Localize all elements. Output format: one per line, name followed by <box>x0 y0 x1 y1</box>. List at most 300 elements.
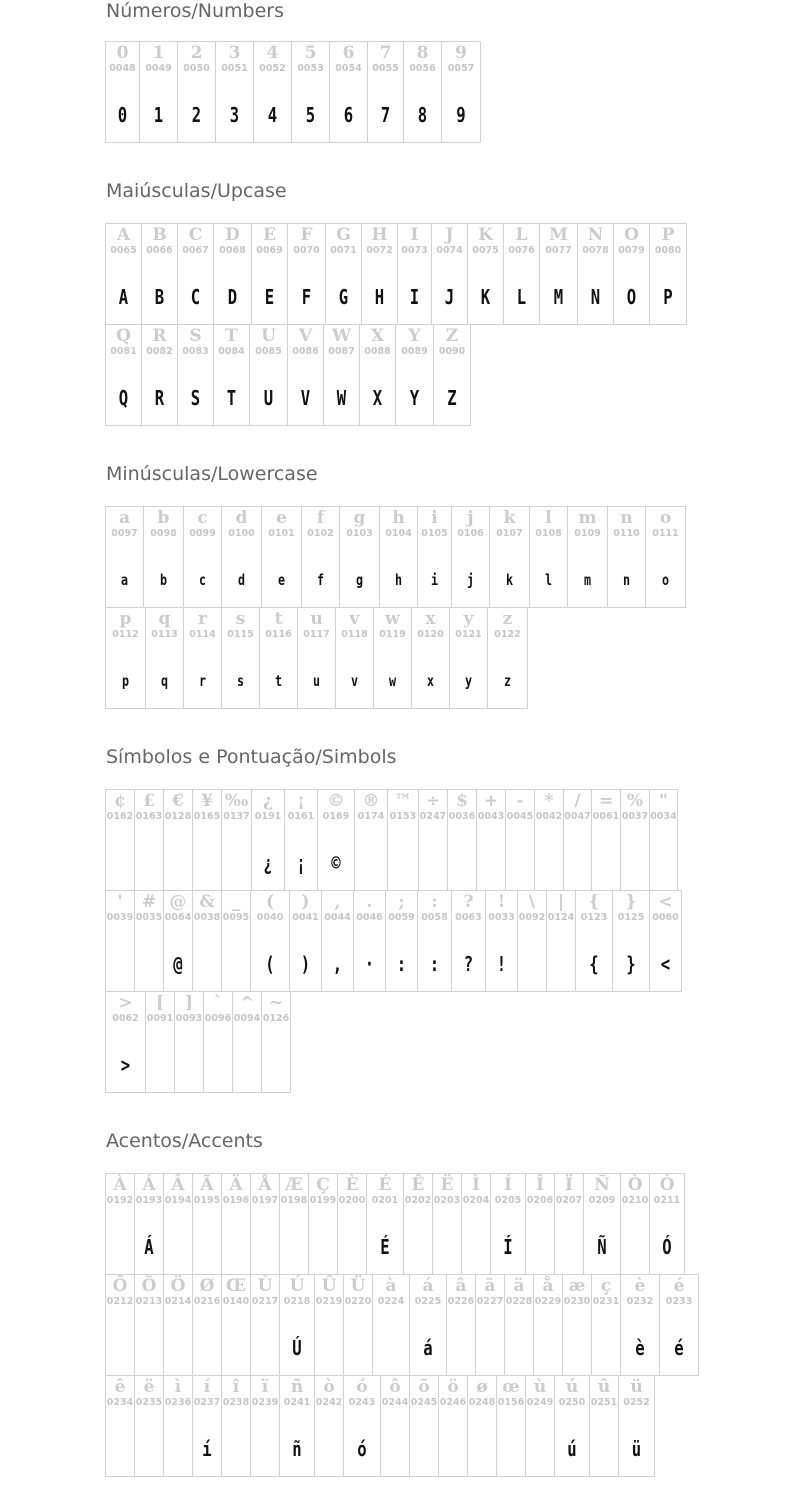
glyph-cell-0113[interactable] <box>146 608 184 709</box>
font-glyph-preview: 2 <box>191 103 202 127</box>
glyph-cell-0245[interactable] <box>410 1376 439 1477</box>
glyph-cell-0039[interactable] <box>106 891 135 992</box>
glyph-cell-0128[interactable] <box>164 790 193 891</box>
glyph-cell-0041[interactable] <box>290 891 322 992</box>
glyph-cell-0112[interactable] <box>106 608 146 709</box>
glyph-cell-0163[interactable] <box>135 790 164 891</box>
glyph-cell-0108[interactable] <box>530 507 568 608</box>
char-code: 0225 <box>414 1296 442 1307</box>
char-label: Ì <box>472 1175 480 1195</box>
glyph-cell-0047[interactable] <box>564 790 592 891</box>
glyph-cell-0199[interactable] <box>309 1174 338 1275</box>
glyph-cell-0093[interactable] <box>175 992 204 1093</box>
char-label: x <box>425 609 436 629</box>
font-glyph-preview: í <box>202 1437 212 1461</box>
char-label: 8 <box>416 43 429 63</box>
font-glyph-preview <box>225 949 247 979</box>
glyph-cell-0055[interactable] <box>368 42 404 143</box>
glyph-cell-0073[interactable] <box>398 224 432 325</box>
glyph-cell-0224[interactable] <box>373 1275 410 1376</box>
char-code: 0206 <box>526 1195 554 1206</box>
char-code: 0043 <box>477 811 505 822</box>
font-glyph-preview <box>566 1333 588 1363</box>
glyph-cell-0196[interactable] <box>222 1174 251 1275</box>
glyph-cell-0243[interactable] <box>344 1376 381 1477</box>
glyph-cell-0246[interactable] <box>439 1376 468 1477</box>
glyph-cell-0044[interactable] <box>322 891 354 992</box>
font-glyph-preview <box>109 1333 131 1363</box>
font-glyph-preview: W <box>336 386 347 410</box>
char-label: Ñ <box>594 1175 610 1195</box>
glyph-cell-0051[interactable] <box>216 42 254 143</box>
glyph-cell-0162[interactable] <box>106 790 135 891</box>
font-glyph-preview <box>624 1232 646 1262</box>
glyph-cell-0195[interactable] <box>193 1174 222 1275</box>
glyph-cell-0115[interactable] <box>222 608 260 709</box>
glyph-cell-0053[interactable] <box>292 42 330 143</box>
glyph-cell-0114[interactable] <box>184 608 222 709</box>
char-code: 0111 <box>652 528 679 539</box>
glyph-cell-0064[interactable] <box>164 891 193 992</box>
glyph-cell-0206[interactable] <box>526 1174 555 1275</box>
glyph-cell-0241[interactable] <box>280 1376 315 1477</box>
char-code: 0094 <box>233 1013 261 1024</box>
glyph-cell-0232[interactable] <box>621 1275 660 1376</box>
font-glyph-preview: G <box>338 285 349 309</box>
char-code: 0082 <box>146 346 173 357</box>
font-glyph-preview: Ñ <box>597 1235 607 1259</box>
glyph-cell-0140[interactable] <box>222 1275 251 1376</box>
glyph-cell-0219[interactable] <box>315 1275 344 1376</box>
char-code: 0192 <box>106 1195 134 1206</box>
glyph-cell-0193[interactable] <box>135 1174 164 1275</box>
glyph-cell-0201[interactable] <box>367 1174 404 1275</box>
glyph-cell-0211[interactable] <box>650 1174 685 1275</box>
glyph-cell-0104[interactable] <box>380 507 418 608</box>
char-code: 0105 <box>421 528 448 539</box>
font-glyph-preview: d <box>237 571 246 589</box>
font-glyph-preview: y <box>464 672 473 690</box>
font-glyph-preview <box>138 1333 160 1363</box>
char-label: Ê <box>411 1175 425 1195</box>
glyph-cell-0103[interactable] <box>340 507 380 608</box>
char-code: 0099 <box>189 528 216 539</box>
char-code: 0083 <box>182 346 209 357</box>
font-glyph-preview: V <box>300 386 311 410</box>
glyph-cell-0069[interactable] <box>252 224 288 325</box>
char-code: 0251 <box>590 1397 618 1408</box>
char-code: 0203 <box>433 1195 461 1206</box>
char-label: _ <box>231 892 241 912</box>
char-label: Ç <box>316 1175 330 1195</box>
glyph-cell-0116[interactable] <box>260 608 298 709</box>
glyph-cell-0126[interactable] <box>262 992 291 1093</box>
font-glyph-preview: B <box>154 285 165 309</box>
glyph-cell-0122[interactable] <box>488 608 528 709</box>
char-code: 0230 <box>563 1296 591 1307</box>
glyph-cell-0061[interactable] <box>592 790 621 891</box>
glyph-cell-0203[interactable] <box>433 1174 462 1275</box>
glyph-cell-0036[interactable] <box>448 790 477 891</box>
glyph-cell-0046[interactable] <box>354 891 386 992</box>
glyph-cell-0204[interactable] <box>462 1174 491 1275</box>
glyph-cell-0035[interactable] <box>135 891 164 992</box>
glyph-cell-0200[interactable] <box>338 1174 367 1275</box>
char-code: 0216 <box>193 1296 221 1307</box>
char-code: 0053 <box>297 63 324 74</box>
glyph-cell-0117[interactable] <box>298 608 336 709</box>
glyph-cell-0049[interactable] <box>140 42 178 143</box>
font-glyph-preview <box>442 1434 464 1464</box>
glyph-cell-0109[interactable] <box>568 507 608 608</box>
char-code: 0056 <box>409 63 436 74</box>
char-label: ñ <box>290 1377 304 1397</box>
glyph-cell-0078[interactable] <box>578 224 614 325</box>
glyph-cell-0066[interactable] <box>142 224 178 325</box>
font-glyph-preview: 4 <box>267 103 278 127</box>
glyph-cell-0086[interactable] <box>288 325 324 426</box>
glyph-cell-0042[interactable] <box>535 790 564 891</box>
glyph-cell-0097[interactable] <box>106 507 144 608</box>
font-glyph-preview: K <box>480 285 491 309</box>
glyph-cell-0092[interactable] <box>518 891 547 992</box>
glyph-cell-0084[interactable] <box>214 325 250 426</box>
char-code: 0069 <box>256 245 283 256</box>
glyph-cell-0062[interactable] <box>106 992 146 1093</box>
glyph-cell-0037[interactable] <box>621 790 650 891</box>
glyph-cell-0065[interactable] <box>106 224 142 325</box>
glyph-cell-0052[interactable] <box>254 42 292 143</box>
char-label: | <box>557 892 565 912</box>
glyph-cell-0169[interactable] <box>318 790 355 891</box>
char-label: W <box>331 326 352 346</box>
glyph-cell-0110[interactable] <box>608 507 646 608</box>
glyph-cell-0191[interactable] <box>252 790 285 891</box>
glyph-cell-0202[interactable] <box>404 1174 433 1275</box>
glyph-cell-0090[interactable] <box>434 325 471 426</box>
char-code: 0191 <box>254 811 282 822</box>
char-label: @ <box>169 892 187 912</box>
font-glyph-preview: c <box>198 571 207 589</box>
char-code: 0065 <box>110 245 137 256</box>
glyph-cell-0125[interactable] <box>613 891 650 992</box>
glyph-cell-0067[interactable] <box>178 224 214 325</box>
font-glyph-preview: m <box>583 571 592 589</box>
char-code: 0224 <box>377 1296 405 1307</box>
glyph-cell-0249[interactable] <box>526 1376 555 1477</box>
font-glyph-preview: ( <box>265 952 275 976</box>
char-label: 3 <box>228 43 241 63</box>
char-label: j <box>467 508 474 528</box>
font-glyph-preview <box>450 1333 472 1363</box>
glyph-cell-0102[interactable] <box>302 507 340 608</box>
glyph-cell-0079[interactable] <box>614 224 650 325</box>
char-code: 0114 <box>189 629 216 640</box>
glyph-cell-0216[interactable] <box>193 1275 222 1376</box>
char-label: ù <box>533 1377 547 1397</box>
glyph-cell-0045[interactable] <box>506 790 535 891</box>
glyph-cell-0057[interactable] <box>442 42 481 143</box>
char-label: É <box>378 1175 392 1195</box>
char-label: . <box>366 892 373 912</box>
glyph-cell-0119[interactable] <box>374 608 412 709</box>
glyph-cell-0207[interactable] <box>555 1174 584 1275</box>
glyph-cell-0197[interactable] <box>251 1174 280 1275</box>
char-code: 0163 <box>135 811 163 822</box>
glyph-cell-0107[interactable] <box>490 507 530 608</box>
glyph-cell-0248[interactable] <box>468 1376 497 1477</box>
font-glyph-preview <box>595 848 617 878</box>
glyph-cell-0094[interactable] <box>233 992 262 1093</box>
glyph-cell-0213[interactable] <box>135 1275 164 1376</box>
glyph-cell-0070[interactable] <box>288 224 326 325</box>
glyph-cell-0111[interactable] <box>646 507 686 608</box>
char-label: 4 <box>266 43 279 63</box>
glyph-cell-0033[interactable] <box>486 891 518 992</box>
char-label: ¥ <box>201 791 213 811</box>
glyph-cell-0056[interactable] <box>404 42 442 143</box>
glyph-cell-0210[interactable] <box>621 1174 650 1275</box>
glyph-cell-0194[interactable] <box>164 1174 193 1275</box>
glyph-cell-0089[interactable] <box>396 325 434 426</box>
font-glyph-preview: è <box>635 1336 645 1360</box>
char-label: é <box>673 1276 685 1296</box>
glyph-cell-0244[interactable] <box>381 1376 410 1477</box>
glyph-cell-0236[interactable] <box>164 1376 193 1477</box>
char-label: € <box>172 791 184 811</box>
char-code: 0201 <box>371 1195 399 1206</box>
char-code: 0058 <box>421 912 448 923</box>
glyph-cell-0063[interactable] <box>452 891 486 992</box>
glyph-cell-0105[interactable] <box>418 507 452 608</box>
char-label: ó <box>356 1377 368 1397</box>
char-code: 0244 <box>381 1397 409 1408</box>
glyph-cell-0058[interactable] <box>418 891 452 992</box>
glyph-cell-0074[interactable] <box>432 224 468 325</box>
glyph-cell-0228[interactable] <box>505 1275 534 1376</box>
glyph-cell-0071[interactable] <box>326 224 362 325</box>
glyph-cell-0123[interactable] <box>576 891 613 992</box>
font-glyph-preview: < <box>660 952 671 976</box>
font-glyph-preview <box>109 848 131 878</box>
glyph-cell-0174[interactable] <box>355 790 388 891</box>
char-label: T <box>225 326 238 346</box>
glyph-cell-0235[interactable] <box>135 1376 164 1477</box>
char-label: Ó <box>659 1175 675 1195</box>
font-glyph-preview: Y <box>409 386 420 410</box>
char-code: 0196 <box>222 1195 250 1206</box>
glyph-cell-0068[interactable] <box>214 224 252 325</box>
char-label: ‰ <box>224 791 249 811</box>
char-label: ë <box>143 1377 155 1397</box>
font-glyph-preview <box>479 1333 501 1363</box>
char-code: 0090 <box>438 346 466 357</box>
char-label: ] <box>184 993 194 1013</box>
char-label: Ö <box>170 1276 186 1296</box>
char-label: â <box>455 1276 467 1296</box>
glyph-cell-0106[interactable] <box>452 507 490 608</box>
glyph-cell-0087[interactable] <box>324 325 360 426</box>
glyph-cell-0050[interactable] <box>178 42 216 143</box>
char-code: 0156 <box>497 1397 525 1408</box>
char-label: 5 <box>304 43 317 63</box>
glyph-cell-0237[interactable] <box>193 1376 222 1477</box>
char-code: 0126 <box>262 1013 290 1024</box>
char-label: : <box>431 892 438 912</box>
char-label: è <box>634 1276 646 1296</box>
glyph-cell-0118[interactable] <box>336 608 374 709</box>
char-label: ò <box>323 1377 335 1397</box>
glyph-cell-0098[interactable] <box>144 507 184 608</box>
glyph-cell-0076[interactable] <box>504 224 540 325</box>
glyph-cell-0233[interactable] <box>660 1275 699 1376</box>
glyph-cell-0250[interactable] <box>555 1376 590 1477</box>
font-glyph-preview: k <box>505 571 514 589</box>
char-code: 0076 <box>508 245 535 256</box>
glyph-cell-0165[interactable] <box>193 790 222 891</box>
char-code: 0088 <box>364 346 391 357</box>
glyph-cell-0096[interactable] <box>204 992 233 1093</box>
char-code: 0232 <box>626 1296 654 1307</box>
font-glyph-preview: i <box>430 571 439 589</box>
glyph-cell-0226[interactable] <box>447 1275 476 1376</box>
glyph-cell-0239[interactable] <box>251 1376 280 1477</box>
char-label: A <box>116 225 131 245</box>
font-glyph-preview: r <box>198 672 207 690</box>
glyph-cell-0229[interactable] <box>534 1275 563 1376</box>
glyph-cell-0153[interactable] <box>388 790 419 891</box>
glyph-cell-0101[interactable] <box>262 507 302 608</box>
char-code: 0087 <box>328 346 355 357</box>
font-glyph-preview: ! <box>496 952 507 976</box>
glyph-cell-0227[interactable] <box>476 1275 505 1376</box>
font-glyph-preview <box>254 1232 276 1262</box>
glyph-cell-0192[interactable] <box>106 1174 135 1275</box>
glyph-cell-0137[interactable] <box>222 790 252 891</box>
char-label: Ä <box>229 1175 243 1195</box>
glyph-cell-0082[interactable] <box>142 325 178 426</box>
char-label: Ë <box>440 1175 454 1195</box>
char-code: 0238 <box>222 1397 250 1408</box>
glyph-cell-0034[interactable] <box>650 790 678 891</box>
font-glyph-preview: p <box>121 672 130 690</box>
glyph-cell-0242[interactable] <box>315 1376 344 1477</box>
char-code: 0057 <box>447 63 475 74</box>
glyph-cell-0099[interactable] <box>184 507 222 608</box>
char-label: k <box>503 508 516 528</box>
glyph-cell-0077[interactable] <box>540 224 578 325</box>
glyph-cell-0060[interactable] <box>650 891 682 992</box>
font-glyph-preview <box>167 1333 189 1363</box>
font-glyph-preview: L <box>516 285 527 309</box>
glyph-cell-0214[interactable] <box>164 1275 193 1376</box>
glyph-cell-0156[interactable] <box>497 1376 526 1477</box>
glyph-cell-0218[interactable] <box>280 1275 315 1376</box>
char-code: 0033 <box>488 912 515 923</box>
font-glyph-preview: 9 <box>456 103 466 127</box>
char-label: % <box>626 791 644 811</box>
glyph-cell-0198[interactable] <box>280 1174 309 1275</box>
char-code: 0054 <box>335 63 362 74</box>
font-glyph-preview <box>529 1434 551 1464</box>
glyph-cell-0161[interactable] <box>285 790 318 891</box>
char-code: 0233 <box>665 1296 693 1307</box>
glyph-cell-0217[interactable] <box>251 1275 280 1376</box>
char-code: 0059 <box>388 912 415 923</box>
glyph-cell-0121[interactable] <box>450 608 488 709</box>
glyph-cell-0220[interactable] <box>344 1275 373 1376</box>
font-glyph-preview: j <box>466 571 475 589</box>
glyph-cell-0095[interactable] <box>222 891 251 992</box>
glyph-cell-0075[interactable] <box>468 224 504 325</box>
glyph-cell-0088[interactable] <box>360 325 396 426</box>
char-code: 0049 <box>145 63 172 74</box>
glyph-cell-0083[interactable] <box>178 325 214 426</box>
font-glyph-preview <box>318 1333 340 1363</box>
font-glyph-preview <box>529 1232 551 1262</box>
font-glyph-preview: C <box>190 285 201 309</box>
glyph-cell-0120[interactable] <box>412 608 450 709</box>
font-glyph-preview: ) <box>300 952 311 976</box>
char-label: / <box>574 791 581 811</box>
font-glyph-preview <box>138 949 160 979</box>
font-glyph-preview <box>312 1232 334 1262</box>
char-code: 0115 <box>227 629 254 640</box>
char-label: ' <box>117 892 123 912</box>
glyph-cell-0212[interactable] <box>106 1275 135 1376</box>
char-code: 0041 <box>292 912 319 923</box>
glyph-cell-0072[interactable] <box>362 224 398 325</box>
glyph-cell-0040[interactable] <box>251 891 290 992</box>
char-label: R <box>152 326 167 346</box>
glyph-cell-0205[interactable] <box>491 1174 526 1275</box>
char-label: Á <box>142 1175 156 1195</box>
glyph-cell-0043[interactable] <box>477 790 506 891</box>
glyph-cell-0091[interactable] <box>146 992 175 1093</box>
char-label: + <box>483 791 499 811</box>
char-code: 0074 <box>436 245 463 256</box>
char-label: K <box>478 225 493 245</box>
font-glyph-preview <box>451 848 473 878</box>
glyph-cell-0230[interactable] <box>563 1275 592 1376</box>
glyph-cell-0247[interactable] <box>419 790 448 891</box>
char-label: F <box>300 225 313 245</box>
char-code: 0093 <box>175 1013 203 1024</box>
glyph-cell-0080[interactable] <box>650 224 687 325</box>
char-label: * <box>544 791 554 811</box>
glyph-cell-0085[interactable] <box>250 325 288 426</box>
glyph-cell-0225[interactable] <box>410 1275 447 1376</box>
glyph-cell-0059[interactable] <box>386 891 418 992</box>
glyph-cell-0234[interactable] <box>106 1376 135 1477</box>
char-label: 1 <box>152 43 165 63</box>
char-label: Y <box>408 326 421 346</box>
font-glyph-preview: e <box>277 571 286 589</box>
glyph-cell-0231[interactable] <box>592 1275 621 1376</box>
glyph-cell-0081[interactable] <box>106 325 142 426</box>
glyph-cell-0100[interactable] <box>222 507 262 608</box>
char-label: í <box>203 1377 211 1397</box>
glyph-cell-0054[interactable] <box>330 42 368 143</box>
glyph-cell-0251[interactable] <box>590 1376 619 1477</box>
glyph-cell-0048[interactable] <box>106 42 140 143</box>
glyph-cell-0252[interactable] <box>619 1376 655 1477</box>
glyph-cell-0209[interactable] <box>584 1174 621 1275</box>
char-label: á <box>422 1276 434 1296</box>
glyph-cell-0238[interactable] <box>222 1376 251 1477</box>
glyph-cell-0038[interactable] <box>193 891 222 992</box>
glyph-cell-0124[interactable] <box>547 891 576 992</box>
